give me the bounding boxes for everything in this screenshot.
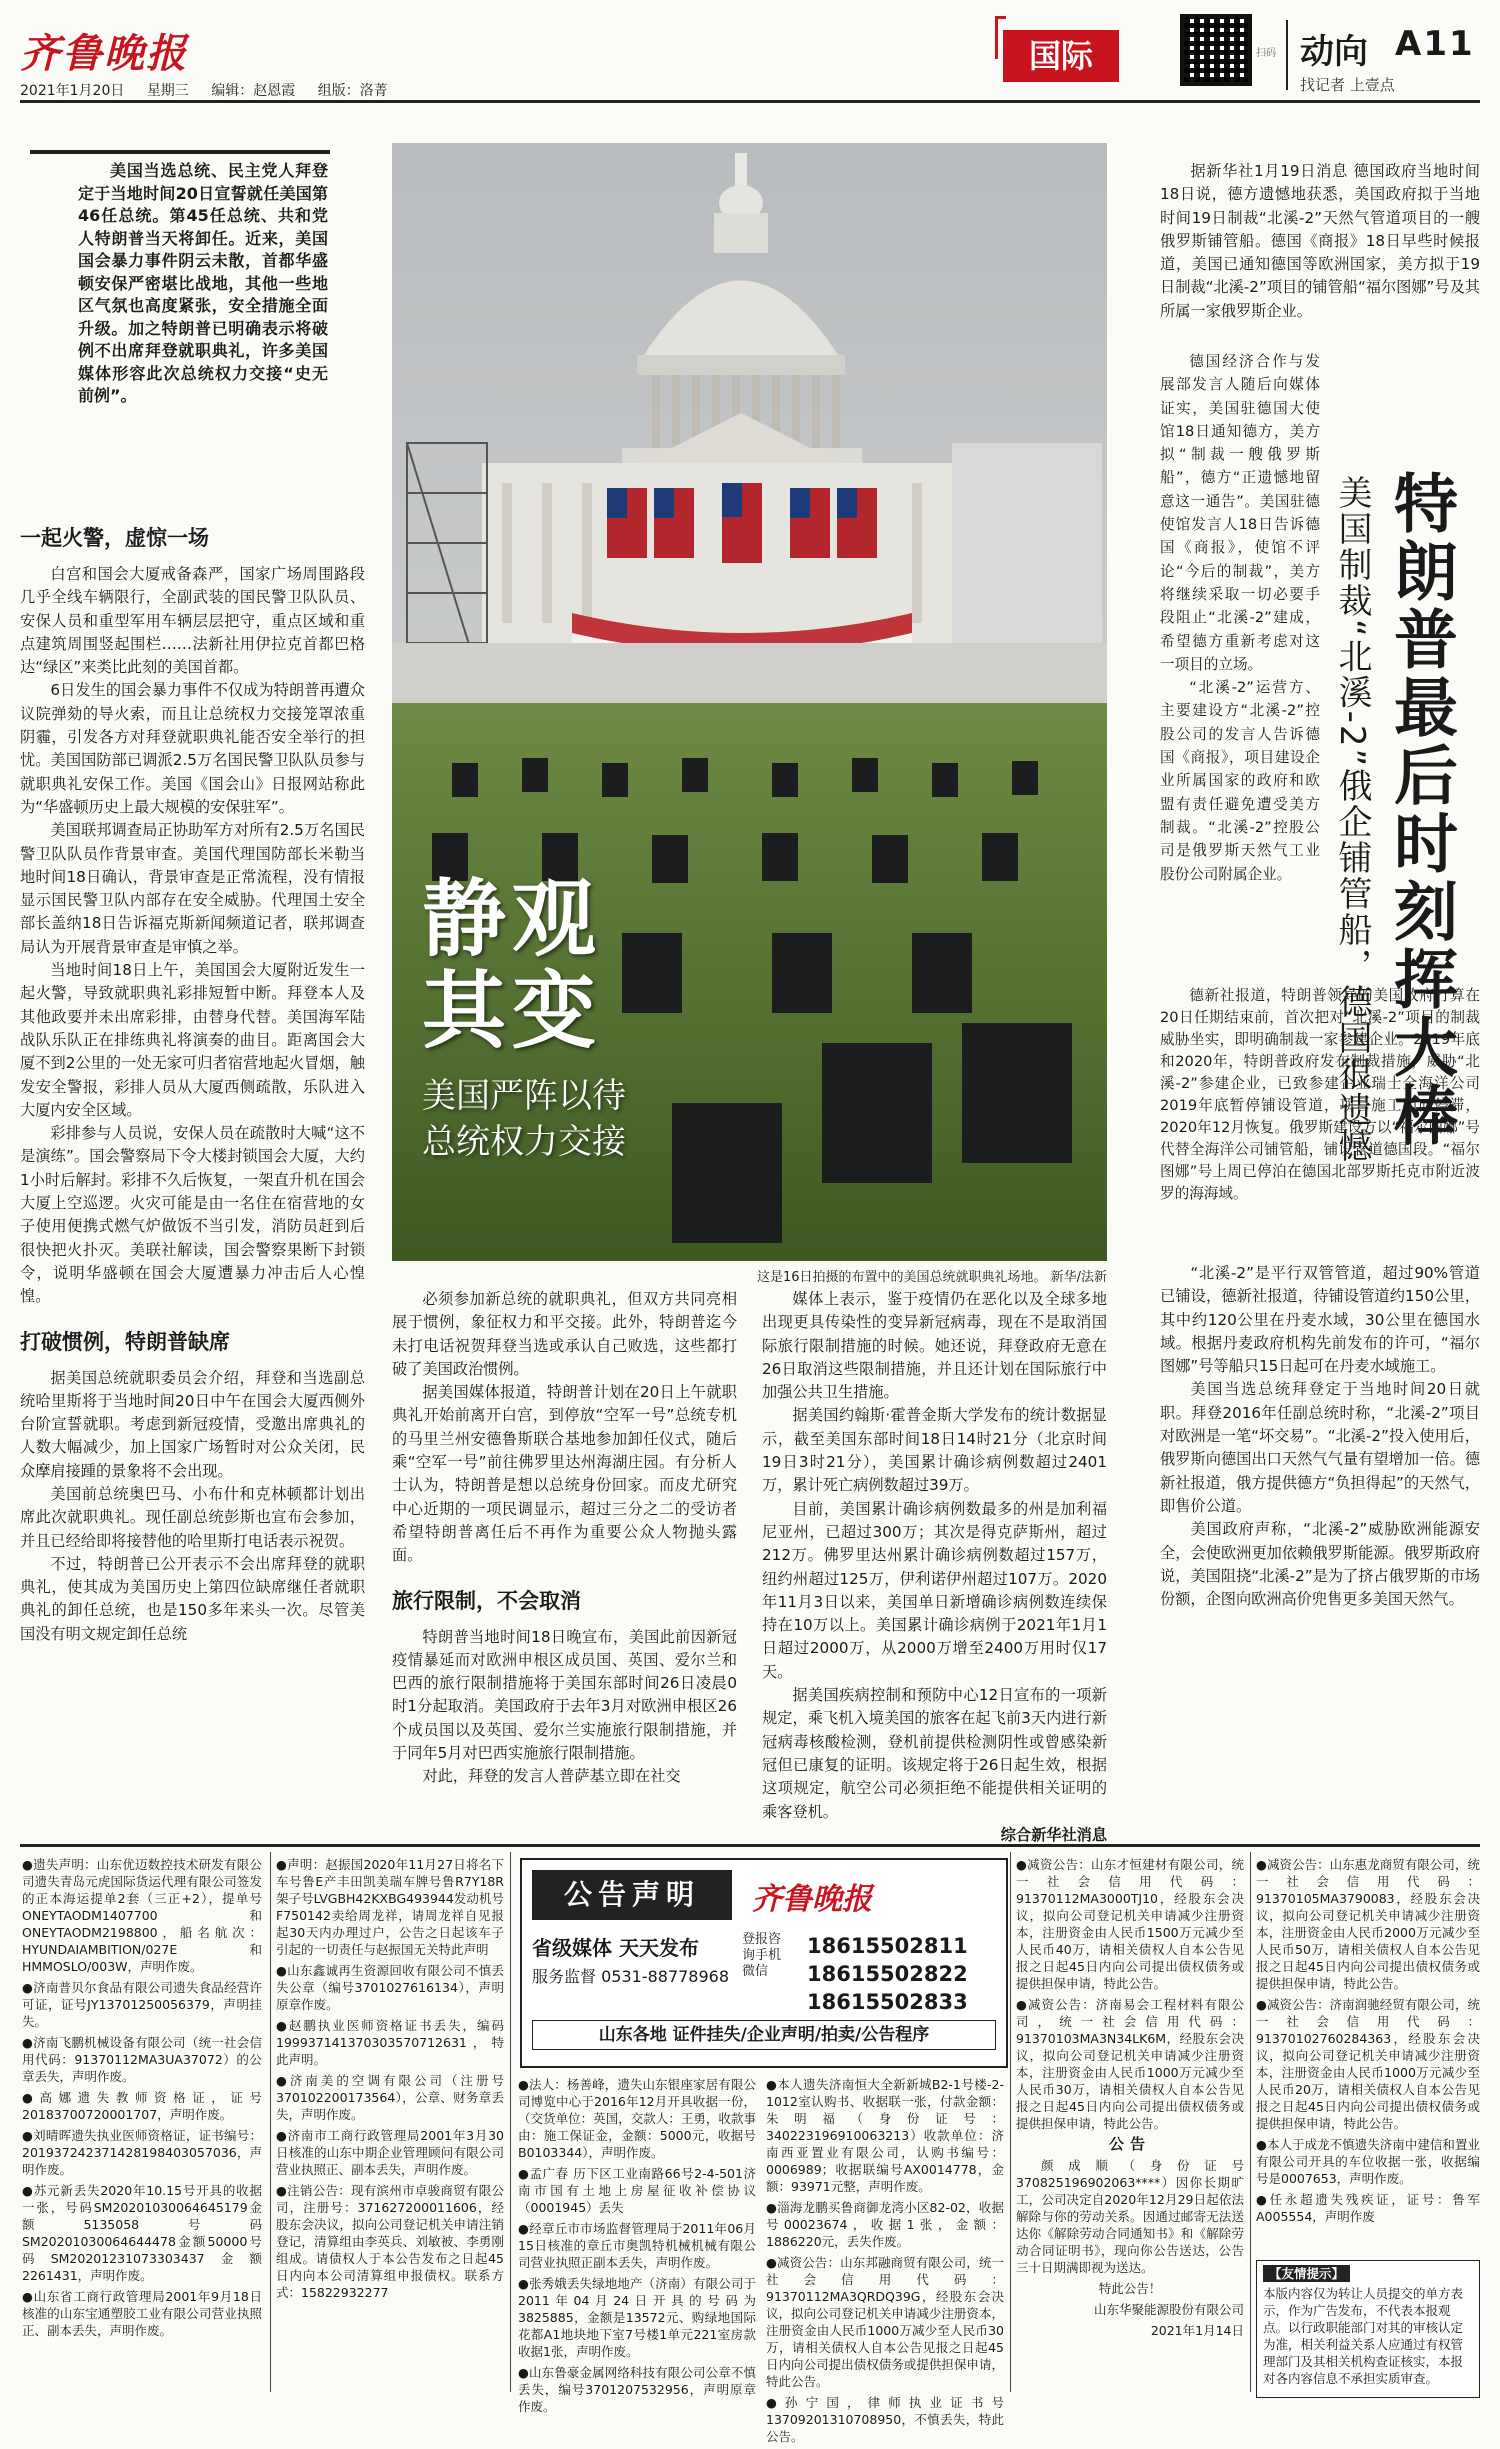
right-article-narrow [1160,350,1320,886]
classified-item: ●淄海龙鹏买鲁商御龙湾小区82-02，收据号00023674，收据1张，金额：1886220元，丢失作废。 [766,2200,1004,2249]
phone-number[interactable]: 18615502811 [807,1934,968,1958]
paragraph: 据新华社1月19日消息 德国政府当地时间18日说，德方遗憾地获悉，美国政府拟于当地时间19日制裁“北溪-2”天然气管道项目的一艘俄罗斯铺管船。德国《商报》18日早些时候报道，美国已通知德国等欧洲国家，美方拟于19日制裁“北溪-2”项目的铺管船“福尔图娜”号及其所属一家俄罗斯企业。 [1160,162,1480,320]
article-source: 综合新华社消息 [1000,1825,1107,1844]
classified-item: ●减资公告：济南易会工程材料有限公司，统一社会信用代码：91370103MA3N34LK6M，经股东会决议，拟向公司登记机关申请减少注册资本，注册资金由人民币1000万元减少至人民币30万，请相关债权人自本公告见报之日起45日内向公司提出债权债务或提供担保申请，特此公告。 [1016,1997,1244,2131]
paragraph: 必须参加新总统的就职典礼，但双方共同亮相展于惯例，象征权力和平交接。此外，特朗普迄今未打电话祝贺拜登当选或承认自己败选，这些都打破了美国政治惯例。 [392,1290,737,1378]
paragraph: 美国政府声称，“北溪-2”威胁欧洲能源安全，会使欧洲更加依赖俄罗斯能源。俄罗斯政府说，美国阻挠“北溪-2”是为了挤占俄罗斯的市场份额，企图向欧洲高价兜售更多美国天然气。 [1160,1520,1480,1609]
classified-item: ●济南普贝尔食品有限公司遗失食品经营许可证，证号JY13701250056379，声明挂失。 [22,1980,262,2029]
paragraph: 不过，特朗普已公开表示不会出席拜登的就职典礼，使其成为美国历史上第四位缺席继任者就职典礼的卸任总统，也是150多年来头一次。尽管美国没有明文规定卸任总统 [20,1554,365,1643]
headline: 特朗普最后时刻挥大棒 [1383,470,1458,1150]
classified-item: ●任永超遗失残疾证，证号：鲁军A005554，声明作废 [1256,2192,1480,2224]
classified-item: ●赵鹏执业医师资格证书丢失，编码199937141370303570712631，特此声明。 [276,2018,504,2067]
notice-heading: 公告声明 [532,1870,732,1920]
qr-label: 扫码 [1256,48,1276,59]
notice-paper-logo: 齐鲁晚报 [752,1882,872,1917]
page-name: 动向 [1300,32,1368,72]
subheadline: 美国制裁“北溪-2”俄企铺管船，德国很遗憾 [1332,475,1372,1165]
paragraph: 德新社报道，特朗普领导的美国政府打算在20日任期结束前，首次把对“北溪-2”项目的制裁威胁坐实，即明确制裁一家参建企业。2019年底和2020年，特朗普政府发布制裁措施，威胁“北溪-2”参建企业，已致参建企业瑞士全海洋公司2019年底暂停铺设管道，项目施工因而停滞，2020年12月恢复。俄罗斯建设方以“福尔图娜”号代替全海洋公司铺管船，铺设管道德国段。“福尔图娜”号上周已停泊在德国北部罗斯托克市附近波罗的海海域。 [1160,987,1480,1202]
phone-number[interactable]: 18615502822 [807,1962,968,1986]
notice-phones [807,1932,968,2016]
classified-item: ●本人于成龙不慎遗失济南中建信和置业有限公司开具的车位收据一张，收据编号是0007653，声明作废。 [1256,2137,1480,2186]
subheading-fire-alarm: 一起火警，虚惊一场 [20,526,209,550]
ad-column-2 [276,1856,504,2305]
classified-item: ●减资公告：济南润驰经贸有限公司，统一社会信用代码：91370102760284363，经股东会决议，拟向公司登记机关申请减少注册资本，注册资金由人民币1000万元减少至人民币20万，请相关债权人自本公告见报之日起45日内向公司提出债权债务或提供担保申请，特此公告。 [1256,1997,1480,2131]
photo-caption: 这是16日拍摄的布置中的美国总统就职典礼场地。 新华/法新 [756,1270,1107,1285]
lead-text: 美国当选总统、民主党人拜登定于当地时间20日宣誓就任美国第46任总统。第45任总统、共和党人特朗普当天将卸任。近来，美国国会暴力事件阴云未散，首都华盛顿安保严密堪比战地，其他一些地区气氛也高度紧张，安全措施全面升级。加之特朗普已明确表示将破例不出席拜登就职典礼，许多美国媒体形容此次总统权力交接“史无前例”。 [78,161,328,405]
photo-title-line: 静观 [422,869,603,968]
paragraph: 目前，美国累计确诊病例数最多的州是加利福尼亚州，已超过300万；其次是得克萨斯州，超过212万。佛罗里达州累计确诊病例数超过157万，纽约州超过125万，伊利诺伊州超过107万。2020年11月3日以来，美国单日新增确诊病例数连续保持在10万以上。美国累计确诊病例于2021年1月1日超过2000万，从2000万增至2400万用时仅17天。 [762,1499,1107,1681]
paragraph: 据美国总统就职委员会介绍，拜登和当选副总统哈里斯将于当地时间20日中午在国会大厦西侧外台阶宣誓就职。考虑到新冠疫情，受邀出席典礼的人数大幅减少，加上国家广场暂时对公众关闭，民众摩肩接踵的景象将不会出现。 [20,1368,365,1480]
lead-rule [30,150,330,154]
tips-heading: 【友情提示】 [1263,2265,1350,2282]
photo-subtitle [422,1073,626,1165]
tips-body: 本版内容仅为转让人员提交的单方表示，作为广告发布，不代表本报观点。以行政职能部门对其的审核认定为准，相关利益关系人应通过有权管理部门及其相关机构查证核实，本报对各内容信息不承担实质审查。 [1263,2286,1464,2386]
classified-item: ●声明：赵振国2020年11月27日将名下车号鲁E产丰田凯美瑞车牌号鲁R7Y18R架子号LVGBH42KXBG493944发动机号F750142卖给周龙祥，请周龙祥自见报起30天内办理过户，公告之日起该车子引起的一切责任与赵振国无关特此声明 [276,1857,504,1957]
friendly-tips-box [1256,2260,1480,2398]
article-column-2 [392,1288,737,1789]
subheading-trump-absent: 打破惯例，特朗普缺席 [20,1329,230,1354]
ad-divider [510,1852,511,2392]
classified-item: ●济南市工商行政管理局2001年3月30日核准的山东中期企业管理顾问有限公司营业执照正、副本丢失，声明作废。 [276,2128,504,2177]
ad-column-1 [22,1856,262,2343]
ad-divider [1250,1852,1251,2392]
classified-item: ●刘晴晖遗失执业医师资格证，证书编号：201937242371428198403057036，声明作废。 [22,2128,262,2177]
announcement-body: 颜成顺（身份证号370825196902063****）因你长期旷工，公司决定自2020年12月29日起依法解除与你的劳动关系。因通过邮寄无法送达你《解除劳动合同通知书》和《解除劳动合同证明书》，现向你公告送达，公告三十日期满即视为送达。 [1016,2158,1244,2275]
paragraph: 据美国约翰斯·霍普金斯大学发布的统计数据显示，截至美国东部时间18日14时21分（北京时间19日3时21分），美国累计确诊病例数超过2401万，累计死亡病例数超过39万。 [762,1406,1107,1495]
notice-slogan: 省级媒体 天天发布 [532,1936,699,1960]
photo-title [422,869,603,1060]
paragraph: 彩排参与人员说，安保人员在疏散时大喊“这不是演练”。国会警察局下令大楼封锁国会大厦，大约1小时后解封。彩排不久后恢复，一架直升机在国会大厦上空巡逻。火灾可能是由一名住在宿营地的女子使用便携式燃气炉做饭不当引发，消防员赶到后很快把火扑灭。美联社解读，国会警察果断下封锁令，说明华盛顿在国会大厦遭暴力冲击后人心惶惶。 [20,1124,365,1306]
announcement-end: 特此公告！ [1098,2281,1162,2296]
reporter-line: 找记者 上壹点 [1300,76,1395,94]
photo-title-line: 其变 [422,961,603,1060]
right-article-bottom [1160,1262,1480,1611]
paragraph: 白宫和国会大厦戒备森严，国家广场周围路段几乎全线车辆限行，全副武装的国民警卫队队员、安保人员和重型军用车辆层层把守，重点区域和重点建筑周围竖起围栏……法新社用伊拉克首都巴格达“绿区”来类比此刻的美国首都。 [20,565,365,677]
classified-item: ●济南美的空调有限公司（注册号370102200173564），公章、财务章丢失，声明作废。 [276,2073,504,2122]
editor-credit: 编辑：赵恩霞 [211,83,296,99]
paragraph: 德国经济合作与发展部发言人随后向媒体证实，美国驻德国大使馆18日通知德方，美方拟“制裁一艘俄罗斯船”，德方“正遗憾地留意这一通告”。美国驻德使馆发言人18日告诉德国《商报》，使馆不评论“今后的制裁”，美方将继续采取一切必要手段阻止“北溪-2”建成，希望德方重新考虑对这一项目的立场。 [1160,353,1320,673]
classified-item: ●减资公告：山东才恒建材有限公司，统一社会信用代码：91370112MA3000TJ10，经股东会决议，拟向公司登记机关申请减少注册资本，注册资金由人民币1500万元减少至人民币40万，请相关债权人自本公告见报之日起45日内向公司提出债权债务或提供担保申请，特此公告。 [1016,1857,1244,1991]
paragraph: “北溪-2”是平行双管管道，超过90%管道已铺设，德新社报道，待铺设管道约150公里，其中约120公里在丹麦水域，30公里在德国水域。根据丹麦政府机构先前发布的许可，“福尔图娜”号等船只15日起可在丹麦水域施工。 [1160,1264,1480,1376]
newspaper-logo: 齐鲁晚报 [20,30,188,77]
photo-subtitle-line: 美国严阵以待 [422,1076,626,1116]
masthead-rule [20,100,1480,103]
classified-item: ●山东鲁豪金属网络科技有限公司公章不慎丢失，编号3701207532956，声明原章作废。 [518,2365,756,2414]
issue-date: 2021年1月20日 [20,83,125,99]
notice-service-line: 服务监督 0531-88778968 [532,1967,730,1986]
right-article-mid [1160,985,1480,1205]
announcement-date: 2021年1月14日 [1150,2323,1244,2338]
classified-item: ●经章丘市市场监督管理局于2011年06月15日核准的章丘市奥凯特机械机械有限公司营业执照正副本丢失，声明作废。 [518,2221,756,2270]
classified-item: ●本人遗失济南恒大全新新城B2-1号楼-2-1012室认购书、收据联一张，付款金额：朱明福（身份证号：340223196910063213）收款单位：济南西亚置业有限公司，认购书编号：0006989；收据联编号AX0014778，金额：93971元整，声明作废。 [766,2077,1004,2194]
announcement-title: 公告 [1108,2135,1151,2153]
notice-banner [520,1858,1008,2068]
classified-item: ●注销公告：现有滨州市卓骏商贸有限公司，注册号：371627200011606，经股东会决议，拟向公司登记机关申请注销登记，清算组由李英兵、刘敏被、李勇刚组成。请债权人于本公告发布之日起45日内向本公司清算组申报债权。联系方式：15822932277 [276,2183,504,2300]
dateline [20,80,406,100]
classified-item: ●张秀娥丢失绿地地产（济南）有限公司于2011年04月24日开具的号码为3825885，金额是13572元、购绿地国际花都A1地块地下室7号楼1单元221室房款收据1张，声明作废。 [518,2276,756,2359]
classified-item: ●孟广春 历下区工业南路66号2-4-501济南市国有土地上房屋征收补偿协议（0001945）丢失 [518,2166,756,2215]
paragraph: 美国当选总统拜登定于当地时间20日就职。拜登2016年任副总统时称，“北溪-2”项目对欧洲是一笔“坏交易”。“北溪-2”投入使用后，俄罗斯向德国出口天然气气量有望增加一倍。德新社报道，俄方提供德方“负担得起”的天然气，即售价公道。 [1160,1380,1480,1515]
ad-divider [1010,1852,1011,2392]
masthead [0,0,1500,115]
classified-item: ●减资公告：山东惠龙商贸有限公司，统一社会信用代码：91370105MA3790083，经股东会决议，拟向公司登记机关申请减少注册资本，注册资金由人民币2000万元减少至人民币50万，请相关债权人自本公告见报之日起45日内向公司提出债权债务或提供担保申请，特此公告。 [1256,1857,1480,1991]
paragraph: 6日发生的国会暴力事件不仅成为特朗普再遭众议院弹劾的导火索，而且让总统权力交接笼罩浓重阴霾，引发各方对拜登就职典礼能否安全举行的担忧。美国国防部已调派2.5万名国民警卫队队员参与就职典礼安保工作。美国《国会山》日报网站称此为“华盛顿历史上最大规模的安保驻军”。 [20,681,365,816]
classified-item: ●遗失声明：山东优迈数控技术研发有限公司遗失青岛元虎国际货运代理有限公司签发的正本海运提单2套（三正+2），提单号ONEYTAODM1407700和ONEYTAODM2198800，船名航次：HYUNDAIAMBITION/027E和HMMOSLO/003W，声明作废。 [22,1857,262,1974]
paragraph: 媒体上表示，鉴于疫情仍在恶化以及全球多地出现更具传染性的变异新冠病毒，现在不是取消国际旅行限制措施的时候。她还说，拜登政府无意在26日取消这些限制措施，并且还计划在国际旅行中加强公共卫生措施。 [762,1290,1107,1402]
paragraph: 据美国媒体报道，特朗普计划在20日上午就职典礼开始前离开白宫，到停放“空军一号”总统专机的马里兰州安德鲁斯联合基地参加卸任仪式，随后乘“空军一号”前往佛罗里达州海湖庄园。有分析人士认为，特朗普是想以总统身份回家。而皮尤研究中心近期的一项民调显示，超过三分之二的受访者希望特朗普离任后不再作为重要公众人物抛头露面。 [392,1383,737,1565]
paragraph: 美国联邦调查局正协助军方对所有2.5万名国民警卫队队员作背景审查。美国代理国防部长米勒当地时间18日确认，背景审查是正常流程，没有情报显示国民警卫队内部存在安全威胁。代理国土安全部长盖纳18日告诉福克斯新闻频道记者，联邦调查局认为开展背景审查是审慎之举。 [20,821,365,956]
article-column-3 [762,1288,1107,1847]
notice-consult-label: 登报咨询手机微信 [742,1932,782,1979]
masthead-divider [1286,20,1288,90]
article-column-1 [20,505,365,1646]
classified-item: ●法人：杨善峰，遗失山东银座家居有限公司博览中心于2016年12月开具收据一份，（交货单位：英国，交款人：王勇，收款事由：施工保证金，金额：5000元，收据号B0103344），声明作废。 [518,2077,756,2160]
classified-item: ●孙宁国，律师执业证书号13709201310708950，不慎丢失，特此公告。 [766,2395,1004,2444]
classified-item: ●苏元新丢失2020年10.15号开具的收据一张，号码SM20201030064645179金额5135058号码SM20201030064644478金额50000号码SM20201231073303437金额2261431，声明作废。 [22,2183,262,2283]
qr-code-icon[interactable] [1180,14,1252,86]
article-lead [78,160,328,408]
classified-item: ●减资公告：山东邦融商贸有限公司，统一社会信用代码：91370112MA3QRDQ39G，经股东会决议，拟向公司登记机关申请减少注册资本，注册资金由人民币1000万减少至人民币30万，请相关债权人自本公告见报之日起45日内向公司提出债权债务或提供担保申请，特此公告。 [766,2255,1004,2389]
capitol-photo [392,143,1107,1261]
ad-column-4 [766,2076,1004,2449]
paragraph: “北溪-2”运营方、主要建设方“北溪-2”控股公司的发言人告诉德国《商报》，项目建设企业所属国家的政府和欧盟有责任避免遭受美方制裁。“北溪-2”控股公司是俄罗斯天然气工业股份公司附属企业。 [1160,679,1320,883]
photo-subtitle-line: 总统权力交接 [422,1122,626,1162]
paragraph: 当地时间18日上午，美国国会大厦附近发生一起火警，导致就职典礼彩排短暂中断。拜登本人及其他政要并未出席彩排，由替身代替。美国海军陆战队乐队正在排练典礼将演奏的曲目。距离国会大厦不到2公里的一处无家可归者宿营地起火冒烟，触发安全警报，彩排人员从大厦西侧疏散，乐队进入大厦内安全区域。 [20,961,365,1119]
right-article-top [1160,160,1480,323]
announcement-signer: 山东华聚能源股份有限公司 [1093,2302,1244,2317]
subheading-travel-limits: 旅行限制，不会取消 [392,1588,581,1613]
classified-item: ●高娜遗失教师资格证，证号20183700720001707，声明作废。 [22,2090,262,2122]
paragraph: 对此，拜登的发言人普萨基立即在社交 [422,1767,681,1786]
ad-column-6 [1256,1856,1480,2229]
page-number: A11 [1395,24,1475,64]
paragraph: 特朗普当地时间18日晚宣布，美国此前因新冠疫情暴延而对欧洲申根区成员国、英国、爱尔兰和巴西的旅行限制措施将于美国东部时间26日凌晨0时1分起取消。美国政府于去年3月对欧洲申根区26个成员国以及英国、爱尔兰实施旅行限制措施，并于同年5月对巴西实施旅行限制措施。 [392,1627,737,1763]
ad-column-5 [1016,1856,1244,2343]
classified-item: ●山东鑫诚再生资源回收有限公司不慎丢失公章（编号3701027616134），声明原章作废。 [276,1963,504,2012]
issue-weekday: 星期三 [146,83,189,99]
paragraph: 据美国疾病控制和预防中心12日宣布的一项新规定，乘飞机入境美国的旅客在起飞前3天内进行新冠病毒核酸检测，登机前提供检测阴性或曾感染新冠但已康复的证明。该规定将于26日起生效，根据这项规定，航空公司必须拒绝不能提供相关证明的乘客登机。 [762,1686,1107,1821]
ads-rule [20,1844,1480,1847]
paragraph: 美国前总统奥巴马、小布什和克林顿都计划出席此次就职典礼。现任副总统彭斯也宣布会参加，并且已经给即将接替他的哈里斯打电话表示祝贺。 [20,1484,365,1550]
classified-item: ●山东省工商行政管理局2001年9月18日核准的山东宝通塑胶工业有限公司营业执照正、副本丢失，声明作废。 [22,2289,262,2338]
notice-categories: 山东各地 证件挂失/企业声明/拍卖/公告程序 [532,2020,996,2050]
layout-credit: 组版：洛菁 [317,83,388,99]
ad-divider [270,1852,271,2392]
phone-number[interactable]: 18615502833 [807,1990,968,2014]
classified-item: ●济南飞鹏机械设备有限公司（统一社会信用代码：91370112MA3UA37072）的公章丢失，声明作废。 [22,2035,262,2084]
section-tab: 国际 [1003,30,1119,82]
ad-column-3 [518,2076,756,2419]
